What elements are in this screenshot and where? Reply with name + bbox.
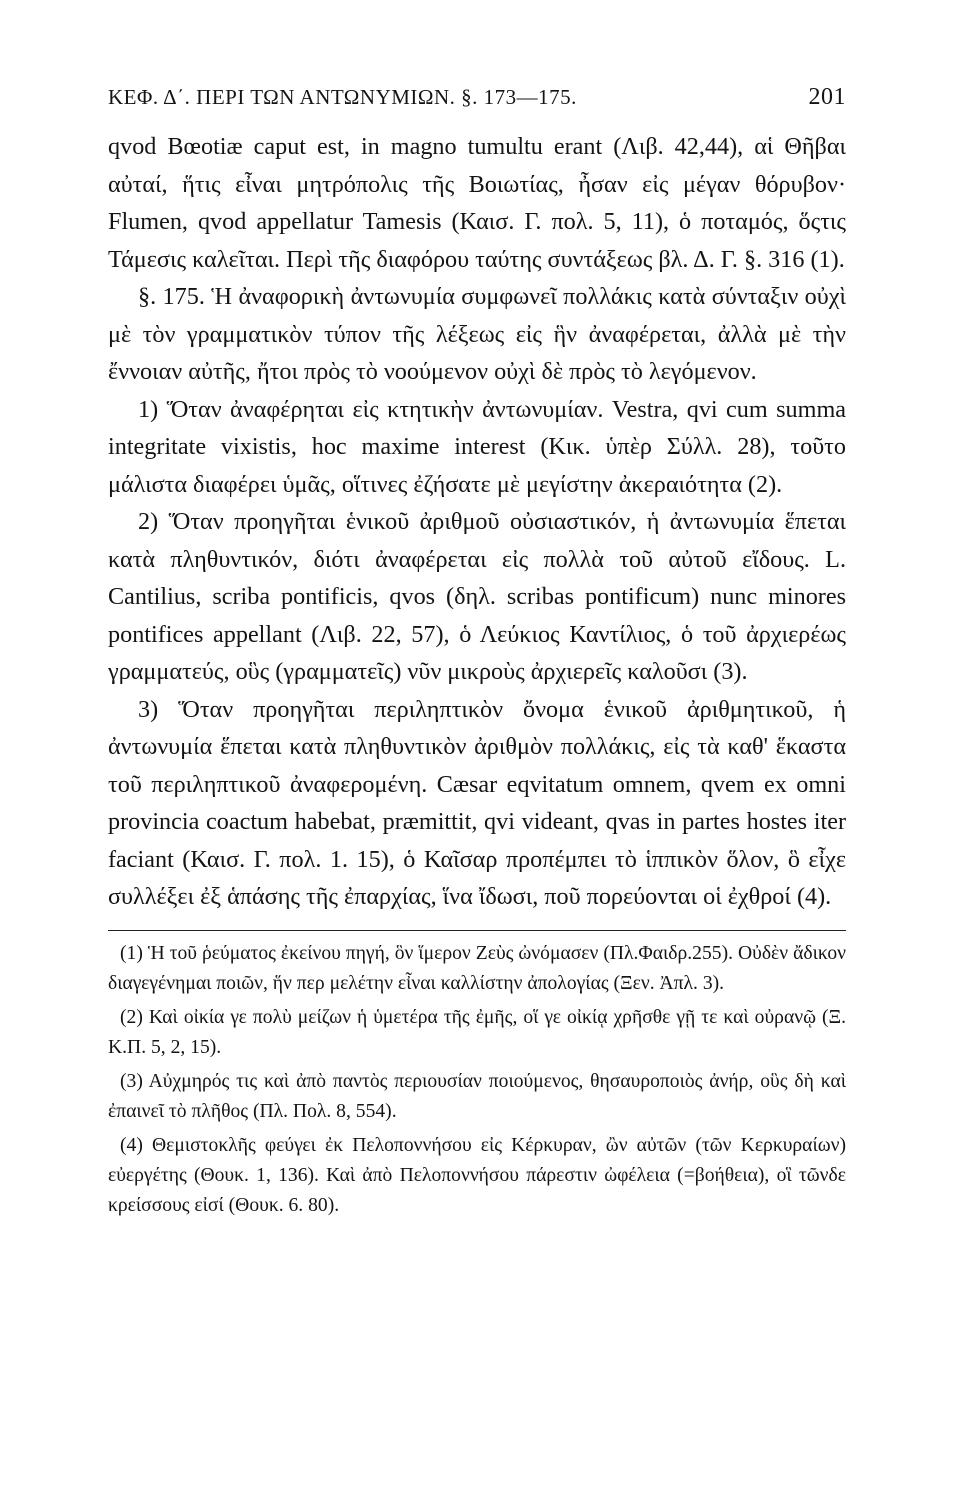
running-head	[108, 84, 846, 118]
paragraph: 3) Ὅταν προηγῆται περιληπτικὸν ὄνομα ἑνικοῦ ἀριθμητικοῦ, ἡ ἀντωνυμία ἕπεται κατὰ πληθυντικὸν ἀριθμὸν πολλάκις, εἰς τὰ καθ' ἕκαστα τοῦ περιληπτικοῦ ἀναφερομένη. Cæsar eqvitatum omnem, qvem ex omni provincia coactum habebat, præmittit, qvi videant, qvas in partes hostes iter faciant (Καισ. Γ. πολ. 1. 15), ὁ Καῖσαρ προπέμπει τὸ ἱππικὸν ὅλον, ὃ εἶχε συλλέξει ἐξ ἁπάσης τῆς ἐπαρχίας, ἵνα ἴδωσι, ποῦ πορεύονται οἱ ἐχθροί (4).	[108, 695, 846, 910]
paragraph: 1) Ὅταν ἀναφέρηται εἰς κτητικὴν ἀντωνυμίαν. Vestra, qvi cum summa integritate vixistis, hoc maxime interest (Κικ. ὑπὲρ Σύλλ. 28), τοῦτο μάλιστα διαφέρει ὑμᾶς, οἵτινες ἐζήσατε μὲ μεγίστην ἀκεραιότητα (2).	[108, 395, 846, 498]
footnote-divider	[108, 930, 846, 931]
footnote: (4) Θεμιστοκλῆς φεύγει ἐκ Πελοποννήσου εἰς Κέρκυραν, ὢν αὐτῶν (τῶν Κερκυραίων) εὐεργέτης (Θουκ. 1, 136). Καὶ ἀπὸ Πελοποννήσου πάρεστιν ὠφέλεια (=βοήθεια), οἳ τῶνδε κρείσσους εἰσί (Θουκ. 6. 80).	[108, 1134, 846, 1216]
paragraph: qvod Bœotiæ caput est, in magno tumultu erant (Λιβ. 42,44), αἱ Θῆβαι αὐταί, ἥτις εἶναι μητρόπολις τῆς Βοιωτίας, ἦσαν εἰς μέγαν θόρυβον· Flumen, qvod appellatur Tamesis (Καισ. Γ. πολ. 5, 11), ὁ ποταμός, ὅςτις Τάμεσις καλεῖται. Περὶ τῆς διαφόρου ταύτης συντάξεως βλ. Δ. Γ. §. 316 (1).	[108, 133, 846, 273]
paragraph: 2) Ὅταν προηγῆται ἑνικοῦ ἀριθμοῦ οὐσιαστικόν, ἡ ἀντωνυμία ἕπεται κατὰ πληθυντικόν, διότι ἀναφέρεται εἰς πολλὰ τοῦ αὐτοῦ εἴδους. L. Cantilius, scriba pontificis, qvos (δηλ. scribas pontificum) nunc minores pontifices appellant (Λιβ. 22, 57), ὁ Λεύκιος Καντίλιος, ὁ τοῦ ἀρχιερέως γραμματεύς, οὓς (γραμματεῖς) νῦν μικροὺς ἀρχιερεῖς καλοῦσι (3).	[108, 508, 846, 685]
footnote: (2) Καὶ οἰκία γε πολὺ μείζων ἡ ὑμετέρα τῆς ἐμῆς, οἵ γε οἰκίᾳ χρῆσθε γῇ τε καὶ οὐρανῷ (Ξ. Κ.Π. 5, 2, 15).	[108, 1006, 846, 1058]
main-text	[108, 128, 846, 916]
chapter-title: ΚΕΦ. Δ΄. ΠΕΡΙ ΤΩΝ ΑΝΤΩΝΥΜΙΩΝ. §. 173—175.	[108, 85, 577, 109]
footnote: (3) Αὐχμηρός τις καὶ ἀπὸ παντὸς περιουσίαν ποιούμενος, θησαυροποιὸς ἀνήρ, οὓς δὴ καὶ ἐπαινεῖ τὸ πλῆθος (Πλ. Πολ. 8, 554).	[108, 1070, 846, 1122]
paragraph: §. 175. Ἡ ἀναφορικὴ ἀντωνυμία συμφωνεῖ πολλάκις κατὰ σύνταξιν οὐχὶ μὲ τὸν γραμματικὸν τύπον τῆς λέξεως εἰς ἣν ἀναφέρεται, ἀλλὰ μὲ τὴν ἔννοιαν αὐτῆς, ἤτοι πρὸς τὸ νοούμενον οὐχὶ δὲ πρὸς τὸ λεγόμενον.	[108, 283, 846, 385]
page-number: 201	[808, 84, 846, 110]
book-page	[108, 84, 846, 1464]
footnotes	[108, 939, 846, 1221]
footnote: (1) Ἡ τοῦ ῥεύματος ἐκείνου πηγή, ὃν ἵμερον Ζεὺς ὠνόμασεν (Πλ.Φαιδρ.255). Οὐδὲν ἄδικον διαγεγένημαι ποιῶν, ἥν περ μελέτην εἶναι καλλίστην ἀπολογίας (Ξεν. Ἀπλ. 3).	[108, 942, 846, 994]
